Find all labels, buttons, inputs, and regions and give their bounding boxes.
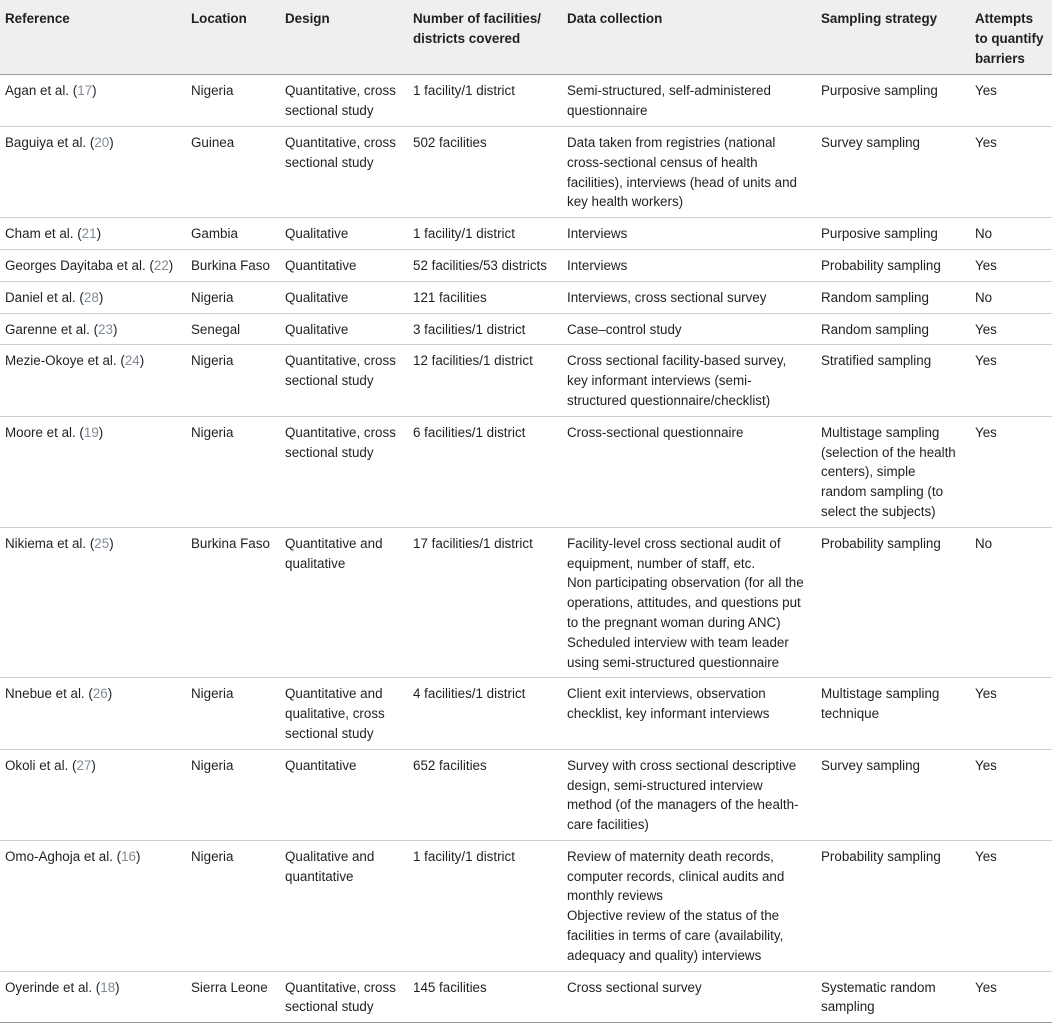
cell-location xyxy=(187,749,281,840)
cell-design xyxy=(281,678,409,749)
reference-text xyxy=(5,756,183,776)
cell-text-line: Yes xyxy=(975,848,997,864)
cell-text-line: Quantitative xyxy=(285,257,357,273)
reference-close-paren: ) xyxy=(98,424,104,440)
cell-text-line: Yes xyxy=(975,757,997,773)
reference-close-paren: ) xyxy=(98,289,104,305)
cell-text-line: sectional study xyxy=(285,725,374,741)
cell-attempts-quantify xyxy=(971,218,1052,250)
cell-text-line: Quantitative and xyxy=(285,535,383,551)
cell-text-line: Cross sectional survey xyxy=(567,979,702,995)
cell-sampling-strategy xyxy=(817,971,971,1023)
reference-close-paren: ) xyxy=(96,226,102,242)
cell-data-collection xyxy=(563,126,817,217)
cell-text-line: facilities in terms of care (availability, xyxy=(567,928,784,944)
reference-text xyxy=(5,133,183,153)
cell-facilities-districts xyxy=(409,840,563,971)
cell-text-line: sectional study xyxy=(285,373,374,389)
cell-location xyxy=(187,218,281,250)
cell-text-line: 502 facilities xyxy=(413,134,487,150)
cell-reference xyxy=(0,75,187,127)
cell-location xyxy=(187,840,281,971)
cell-text-line: (selection of the health xyxy=(821,444,956,460)
table-row xyxy=(0,416,1052,527)
cell-design xyxy=(281,75,409,127)
cell-text-line: facilities), interviews (head of units and xyxy=(567,174,797,190)
cell-attempts-quantify xyxy=(971,313,1052,345)
reference-author: Georges Dayitaba et al. ( xyxy=(5,257,154,273)
cell-text-line: Random sampling xyxy=(821,289,929,305)
cell-text-line: Nigeria xyxy=(191,353,234,369)
cell-attempts-quantify xyxy=(971,249,1052,281)
reference-author: Okoli et al. ( xyxy=(5,757,77,773)
cell-text-line: Objective review of the status of the xyxy=(567,908,780,924)
cell-text-line: Nigeria xyxy=(191,686,234,702)
header-reference xyxy=(0,0,187,75)
cell-text-line: Nigeria xyxy=(191,289,234,305)
cell-data-collection xyxy=(563,345,817,416)
cell-text-line: key informant interviews (semi- xyxy=(567,373,752,389)
reference-text xyxy=(5,423,183,443)
cell-text-line: Yes xyxy=(975,353,997,369)
cell-reference xyxy=(0,281,187,313)
cell-location xyxy=(187,527,281,678)
cell-attempts-quantify xyxy=(971,527,1052,678)
table-row xyxy=(0,126,1052,217)
cell-sampling-strategy xyxy=(817,126,971,217)
cell-text-line: Senegal xyxy=(191,321,241,337)
cell-text-line: equipment, number of staff, etc. xyxy=(567,555,756,571)
header-attempts-quantify xyxy=(971,0,1052,75)
table-row xyxy=(0,218,1052,250)
reference-number-link[interactable]: 27 xyxy=(76,757,92,773)
cell-text-line: Cross-sectional questionnaire xyxy=(567,424,744,440)
cell-text-line: to the pregnant woman during ANC) xyxy=(567,614,781,630)
cell-text-line: technique xyxy=(821,706,880,722)
reference-author: Mezie-Okoye et al. ( xyxy=(5,353,125,369)
cell-sampling-strategy xyxy=(817,527,971,678)
cell-text-line: 121 facilities xyxy=(413,289,487,305)
cell-text-line: Scheduled interview with team leader xyxy=(567,634,789,650)
cell-text-line: to quantify xyxy=(975,30,1044,46)
reference-number-link[interactable]: 16 xyxy=(121,848,137,864)
cell-reference xyxy=(0,416,187,527)
reference-author: Oyerinde et al. ( xyxy=(5,979,101,995)
cell-location xyxy=(187,678,281,749)
cell-sampling-strategy xyxy=(817,749,971,840)
cell-text-line: sectional study xyxy=(285,999,374,1015)
cell-sampling-strategy xyxy=(817,75,971,127)
cell-text-line: select the subjects) xyxy=(821,503,936,519)
cell-reference xyxy=(0,749,187,840)
cell-location xyxy=(187,126,281,217)
cell-text-line: Quantitative, cross xyxy=(285,353,396,369)
cell-text-line: Yes xyxy=(975,424,997,440)
reference-close-paren: ) xyxy=(109,535,114,551)
cell-text-line: Probability sampling xyxy=(821,257,941,273)
cell-data-collection xyxy=(563,313,817,345)
cell-data-collection xyxy=(563,75,817,127)
cell-reference xyxy=(0,218,187,250)
cell-text-line: Multistage sampling xyxy=(821,424,940,440)
cell-facilities-districts xyxy=(409,218,563,250)
cell-attempts-quantify xyxy=(971,678,1052,749)
cell-text-line: sectional study xyxy=(285,154,374,170)
reference-text xyxy=(5,351,183,371)
cell-sampling-strategy xyxy=(817,313,971,345)
cell-text-line: Location xyxy=(191,11,247,26)
cell-reference xyxy=(0,840,187,971)
reference-author: Cham et al. ( xyxy=(5,226,82,242)
reference-number-link[interactable]: 19 xyxy=(83,424,99,440)
cell-text-line: Burkina Faso xyxy=(191,257,270,273)
cell-text-line: Data collection xyxy=(567,11,663,26)
cell-data-collection xyxy=(563,527,817,678)
cell-text-line: Nigeria xyxy=(191,848,234,864)
cell-text-line: Quantitative xyxy=(285,757,357,773)
cell-text-line: 1 facility/1 district xyxy=(413,848,515,864)
cell-text-line: Number of facilities/ xyxy=(413,11,541,26)
cell-facilities-districts xyxy=(409,749,563,840)
reference-text xyxy=(5,81,183,101)
cell-text-line: Non participating observation (for all the xyxy=(567,575,804,591)
cell-design xyxy=(281,840,409,971)
cell-facilities-districts xyxy=(409,527,563,678)
cell-text-line: Qualitative xyxy=(285,321,349,337)
cell-reference xyxy=(0,345,187,416)
cell-location xyxy=(187,313,281,345)
cell-text-line: Design xyxy=(285,11,330,26)
cell-design xyxy=(281,527,409,678)
header-design xyxy=(281,0,409,75)
cell-text-line: questionnaire xyxy=(567,103,648,119)
cell-text-line: Quantitative, cross xyxy=(285,424,396,440)
reference-author: Baguiya et al. ( xyxy=(5,134,95,150)
cell-text-line: Nigeria xyxy=(191,424,234,440)
cell-text-line: Reference xyxy=(5,11,70,26)
cell-text-line: Burkina Faso xyxy=(191,535,270,551)
cell-facilities-districts xyxy=(409,281,563,313)
cell-data-collection xyxy=(563,971,817,1023)
cell-text-line: monthly reviews xyxy=(567,888,663,904)
reference-text xyxy=(5,256,183,276)
cell-text-line: Case–control study xyxy=(567,321,682,337)
cell-text-line: Purposive sampling xyxy=(821,83,938,99)
cell-attempts-quantify xyxy=(971,126,1052,217)
reference-number-link[interactable]: 24 xyxy=(124,353,140,369)
reference-author: Garenne et al. ( xyxy=(5,321,99,337)
cell-attempts-quantify xyxy=(971,281,1052,313)
cell-data-collection xyxy=(563,678,817,749)
cell-sampling-strategy xyxy=(817,281,971,313)
cell-text-line: Semi-structured, self-administered xyxy=(567,83,771,99)
table-row xyxy=(0,527,1052,678)
reference-number-link[interactable]: 25 xyxy=(94,535,110,551)
cell-text-line: 4 facilities/1 district xyxy=(413,686,526,702)
reference-number-link[interactable]: 26 xyxy=(92,686,108,702)
cell-location xyxy=(187,281,281,313)
cell-sampling-strategy xyxy=(817,678,971,749)
reference-number-link[interactable]: 23 xyxy=(98,321,113,337)
cell-design xyxy=(281,313,409,345)
cell-location xyxy=(187,345,281,416)
cell-text-line: No xyxy=(975,289,993,305)
cell-reference xyxy=(0,313,187,345)
cell-design xyxy=(281,416,409,527)
reference-close-paren: ) xyxy=(139,353,145,369)
cell-sampling-strategy xyxy=(817,249,971,281)
cell-reference xyxy=(0,249,187,281)
table-body xyxy=(0,75,1052,1023)
cell-reference xyxy=(0,126,187,217)
cell-design xyxy=(281,749,409,840)
cell-text-line: 6 facilities/1 district xyxy=(413,424,526,440)
cell-location xyxy=(187,249,281,281)
cell-location xyxy=(187,416,281,527)
cell-attempts-quantify xyxy=(971,416,1052,527)
cell-attempts-quantify xyxy=(971,345,1052,416)
cell-text-line: 1 facility/1 district xyxy=(413,83,515,99)
cell-text-line: centers), simple xyxy=(821,464,916,480)
cell-text-line: qualitative, cross xyxy=(285,706,385,722)
reference-text xyxy=(5,847,183,867)
reference-close-paren: ) xyxy=(92,83,97,99)
cell-text-line: Qualitative xyxy=(285,289,349,305)
reference-close-paren: ) xyxy=(115,979,120,995)
table-row xyxy=(0,678,1052,749)
cell-sampling-strategy xyxy=(817,218,971,250)
table-row xyxy=(0,749,1052,840)
cell-text-line: 652 facilities xyxy=(413,757,487,773)
cell-facilities-districts xyxy=(409,971,563,1023)
cell-facilities-districts xyxy=(409,416,563,527)
cell-text-line: Yes xyxy=(975,321,997,337)
cell-text-line: operations, attitudes, and questions put xyxy=(567,595,801,611)
cell-text-line: key health workers) xyxy=(567,194,684,210)
cell-text-line: Guinea xyxy=(191,134,235,150)
cell-location xyxy=(187,75,281,127)
cell-attempts-quantify xyxy=(971,749,1052,840)
header-location xyxy=(187,0,281,75)
cell-text-line: Survey with cross sectional descriptive xyxy=(567,757,797,773)
cell-text-line: No xyxy=(975,226,993,242)
cell-text-line: Qualitative and xyxy=(285,848,375,864)
reference-close-paren: ) xyxy=(107,686,113,702)
cell-text-line: Yes xyxy=(975,83,997,99)
table-row xyxy=(0,345,1052,416)
cell-design xyxy=(281,971,409,1023)
reference-text xyxy=(5,320,183,340)
cell-text-line: Survey sampling xyxy=(821,134,920,150)
table-row xyxy=(0,971,1052,1023)
cell-text-line: 1 facility/1 district xyxy=(413,226,515,242)
cell-text-line: adequacy and quality) interviews xyxy=(567,947,762,963)
cell-text-line: method (of the managers of the health- xyxy=(567,797,799,813)
cell-data-collection xyxy=(563,281,817,313)
cell-data-collection xyxy=(563,218,817,250)
reference-number-link[interactable]: 22 xyxy=(153,257,169,273)
cell-text-line: Systematic random xyxy=(821,979,936,995)
reference-text xyxy=(5,534,183,554)
cell-text-line: Qualitative xyxy=(285,226,349,242)
cell-text-line: sectional study xyxy=(285,444,374,460)
cell-facilities-districts xyxy=(409,249,563,281)
cell-facilities-districts xyxy=(409,75,563,127)
cell-design xyxy=(281,218,409,250)
cell-text-line: qualitative xyxy=(285,555,346,571)
cell-text-line: checklist, key informant interviews xyxy=(567,706,770,722)
header-sampling-strategy xyxy=(817,0,971,75)
cell-text-line: sectional study xyxy=(285,103,374,119)
cell-text-line: using semi-structured questionnaire xyxy=(567,654,780,670)
reference-number-link[interactable]: 18 xyxy=(100,979,116,995)
cell-facilities-districts xyxy=(409,345,563,416)
cell-text-line: Purposive sampling xyxy=(821,226,938,242)
reference-text xyxy=(5,684,183,704)
table-row xyxy=(0,281,1052,313)
reference-close-paren: ) xyxy=(168,257,174,273)
header-row xyxy=(0,0,1052,75)
cell-text-line: Attempts xyxy=(975,11,1034,26)
reference-author: Nnebue et al. ( xyxy=(5,686,93,702)
cell-text-line: 145 facilities xyxy=(413,979,487,995)
cell-text-line: Random sampling xyxy=(821,321,929,337)
cell-text-line: Sampling strategy xyxy=(821,11,938,26)
cell-text-line: Yes xyxy=(975,257,997,273)
reference-close-paren: ) xyxy=(109,134,114,150)
cell-text-line: Quantitative and xyxy=(285,686,383,702)
table-row xyxy=(0,313,1052,345)
cell-data-collection xyxy=(563,416,817,527)
reference-close-paren: ) xyxy=(112,321,118,337)
cell-sampling-strategy xyxy=(817,345,971,416)
reference-author: Daniel et al. ( xyxy=(5,289,84,305)
cell-text-line: quantitative xyxy=(285,868,354,884)
cell-text-line: Review of maternity death records, xyxy=(567,848,774,864)
cell-reference xyxy=(0,527,187,678)
cell-text-line: care facilities) xyxy=(567,817,649,833)
cell-data-collection xyxy=(563,840,817,971)
cell-text-line: Sierra Leone xyxy=(191,979,268,995)
cell-design xyxy=(281,249,409,281)
cell-text-line: Interviews xyxy=(567,257,628,273)
reference-close-paren: ) xyxy=(136,848,141,864)
cell-text-line: sampling xyxy=(821,999,875,1015)
reference-close-paren: ) xyxy=(91,757,96,773)
cell-text-line: 3 facilities/1 district xyxy=(413,321,526,337)
cell-text-line: Nigeria xyxy=(191,83,234,99)
cell-text-line: barriers xyxy=(975,50,1025,66)
cell-facilities-districts xyxy=(409,126,563,217)
cell-text-line: 12 facilities/1 district xyxy=(413,353,533,369)
cell-text-line: Probability sampling xyxy=(821,848,941,864)
cell-text-line: Yes xyxy=(975,686,997,702)
table-row xyxy=(0,840,1052,971)
cell-text-line: Probability sampling xyxy=(821,535,941,551)
cell-design xyxy=(281,126,409,217)
reference-author: Agan et al. ( xyxy=(5,83,78,99)
cell-text-line: 52 facilities/53 districts xyxy=(413,257,547,273)
cell-facilities-districts xyxy=(409,313,563,345)
cell-text-line: Yes xyxy=(975,134,997,150)
table-row xyxy=(0,249,1052,281)
reference-number-link[interactable]: 28 xyxy=(83,289,99,305)
cell-text-line: Quantitative, cross xyxy=(285,83,396,99)
cell-text-line: Interviews xyxy=(567,226,628,242)
cell-text-line: design, semi-structured interview xyxy=(567,777,763,793)
cell-text-line: 17 facilities/1 district xyxy=(413,535,533,551)
reference-number-link[interactable]: 17 xyxy=(77,83,93,99)
cell-reference xyxy=(0,678,187,749)
cell-text-line: districts covered xyxy=(413,30,521,46)
cell-text-line: Yes xyxy=(975,979,997,995)
cell-text-line: Interviews, cross sectional survey xyxy=(567,289,767,305)
reference-author: Moore et al. ( xyxy=(5,424,84,440)
cell-text-line: Cross sectional facility-based survey, xyxy=(567,353,787,369)
reference-author: Nikiema et al. ( xyxy=(5,535,95,551)
cell-design xyxy=(281,345,409,416)
cell-text-line: Nigeria xyxy=(191,757,234,773)
reference-author: Omo-Aghoja et al. ( xyxy=(5,848,122,864)
cell-reference xyxy=(0,971,187,1023)
reference-number-link[interactable]: 20 xyxy=(94,134,110,150)
cell-text-line: structured questionnaire/checklist) xyxy=(567,392,771,408)
cell-attempts-quantify xyxy=(971,840,1052,971)
header-data-collection xyxy=(563,0,817,75)
reference-text xyxy=(5,224,183,244)
cell-text-line: Quantitative, cross xyxy=(285,134,396,150)
cell-text-line: computer records, clinical audits and xyxy=(567,868,785,884)
cell-attempts-quantify xyxy=(971,971,1052,1023)
reference-number-link[interactable]: 21 xyxy=(81,226,97,242)
cell-text-line: Client exit interviews, observation xyxy=(567,686,766,702)
cell-text-line: cross-sectional census of health xyxy=(567,154,758,170)
cell-location xyxy=(187,971,281,1023)
cell-data-collection xyxy=(563,749,817,840)
cell-text-line: Data taken from registries (national xyxy=(567,134,776,150)
header-facilities-districts xyxy=(409,0,563,75)
cell-data-collection xyxy=(563,249,817,281)
cell-text-line: Facility-level cross sectional audit of xyxy=(567,535,781,551)
cell-text-line: Multistage sampling xyxy=(821,686,940,702)
cell-text-line: random sampling (to xyxy=(821,484,944,500)
cell-attempts-quantify xyxy=(971,75,1052,127)
cell-facilities-districts xyxy=(409,678,563,749)
cell-design xyxy=(281,281,409,313)
cell-text-line: Stratified sampling xyxy=(821,353,932,369)
cell-text-line: Gambia xyxy=(191,226,238,242)
cell-text-line: Quantitative, cross xyxy=(285,979,396,995)
cell-sampling-strategy xyxy=(817,840,971,971)
cell-text-line: No xyxy=(975,535,993,551)
cell-text-line: Survey sampling xyxy=(821,757,920,773)
table-row xyxy=(0,75,1052,127)
reference-text xyxy=(5,288,183,308)
cell-sampling-strategy xyxy=(817,416,971,527)
reference-text xyxy=(5,978,183,998)
